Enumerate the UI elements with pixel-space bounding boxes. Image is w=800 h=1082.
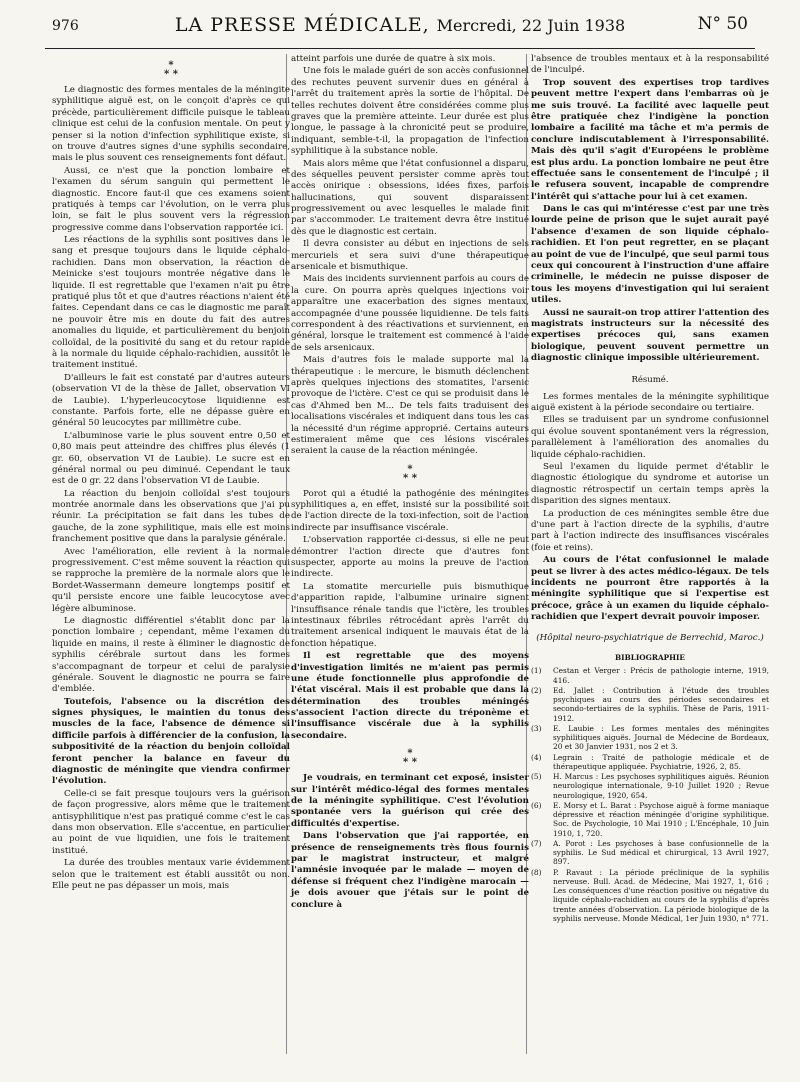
paragraph: Une fois le malade guéri de son accès confusionnel des rechutes peuvent survenir dues en général à l'arrêt du traitement après la sortie de l'hôpital. De telles rechutes doivent être considérées comme plus graves que la première atteinte. Leur durée est plus longue, le passage à la chronicité peut se produire, indiquant, semble-t-il, la propagation de l'infection syphilitique à la substance noble.	[291, 66, 529, 157]
reference-item	[531, 772, 769, 800]
paragraph: Aussi ne saurait-on trop attirer l'attention des magistrats instructeurs sur la nécessité des expertises précoces qui, sans examen biologique, peuvent souvent permettre un diagnostic clinique impossible ultérieurement.	[531, 307, 769, 364]
paragraph: Porot qui a étudié la pathogénie des méningites syphilitiques a, en effet, insisté sur la possibilité soit de l'action directe de la toxi-infection, soit de l'action indirecte par insuffisance viscérale.	[291, 488, 529, 533]
resume-paragraph: Seul l'examen du liquide permet d'établir le diagnostic étiologique du syndrome et autorise un diagnostic rétrospectif un certain temps après la disparition des signes mentaux.	[531, 462, 769, 507]
reference-number: (5)	[531, 772, 542, 782]
reference-text: H. Marcus : Les psychoses syphilitiques aiguës. Réunion neurologique internationale, 9-10 Juillet 1920 ; Revue neurologique, 1920, 654.	[553, 772, 769, 800]
reference-text: Cestan et Verger : Précis de pathologie interne, 1919, 416.	[553, 666, 769, 685]
paragraph: Mais d'autres fois le malade supporte mal la thérapeutique : le mercure, le bismuth déclenchent après quelques injections des stomatites, l'arsenic provoque de l'ictère. C'est ce qui se produisit dans le cas d'Ahmed ben M... De tels faits traduisent des localisations viscérales et indiquent dans tous les cas la nécessité d'un régime approprié. Certains auteurs estimeraient même que ces lésions viscérales seraient la cause de la réaction méningée.	[291, 355, 529, 457]
bibliography	[531, 666, 769, 923]
paragraph: Mais alors même que l'état confusionnel a disparu, des séquelles peuvent persister comme après tout accès onirique : obsessions, idées fixes, parfois hallucinations, qui souvent disparaissent progressivement ou avec lesquelles le malade finit par s'accommoder. Le traitement devra être institué dès que le diagnostic est certain.	[291, 158, 529, 237]
section-separator: * * *	[403, 748, 417, 769]
resume-paragraph: Les formes mentales de la méningite syphilitique aiguë existent à la période secondaire ou tertiaire.	[531, 391, 769, 414]
reference-number: (3)	[531, 723, 542, 733]
paragraph: Celle-ci se fait presque toujours vers la guérison de façon progressive, alors même que le traitement antisyphilitique n'est pas pratiqué comme c'est le cas dans mon observation. Elle s'accentue, en particulier au point de vue liquidien, une fois le traitement institué.	[52, 788, 290, 856]
reference-item	[531, 666, 769, 685]
paragraph: Il devra consister au début en injections de sels mercuriels et sera suivi d'une thérapeutique arsenicale et bismuthique.	[291, 239, 529, 273]
reference-item	[531, 686, 769, 723]
header-rule	[45, 48, 755, 49]
column-1	[52, 54, 290, 893]
reference-item	[531, 839, 769, 867]
page-number: 976	[52, 18, 79, 34]
column-3	[531, 54, 769, 924]
section-heading: Résumé.	[631, 374, 669, 385]
paragraph: D'ailleurs le fait est constaté par d'autres auteurs (observation VI de la thèse de Jallet, observation VI de Laubie). L'hyperleucocytose liquidienne est constante. Parfois forte, elle ne dépasse guère en général 50 leucocytes par millimètre cube.	[52, 372, 290, 429]
paragraph: atteint parfois une durée de quatre à six mois.	[291, 54, 496, 64]
section-separator: * * *	[403, 463, 417, 484]
paragraph: Toutefois, l'absence ou la discrétion des signes physiques, le maintien du tonus des muscles de la face, l'absence de démence si difficile parfois à différencier de la confusion, la subpositivité de la réaction du benjoin colloïdal feront pencher la balance en faveur du diagnostic de méningite que viendra confirmer l'évolution.	[52, 696, 290, 787]
paragraph: Avec l'amélioration, elle revient à la normale progressivement. C'est même souvent la réaction qui se rapproche la première de la normale alors que le Bordet-Wassermann demeure longtemps positif et qu'il persiste encore une faible leucocytose avec légère albuminose.	[52, 546, 290, 614]
paragraph: Dans le cas qui m'intéresse c'est par une très lourde peine de prison que le sujet aurait payé l'absence d'examen de son liquide céphalo-rachidien. Et l'on peut regretter, en se plaçant au point de vue de l'inculpé, que seul parmi tous ceux qui concourent à l'instruction d'une affaire criminelle, le médecin ne puisse disposer de tous les moyens d'investigation qui lui seraient utiles.	[531, 204, 769, 306]
bibliography-heading: BIBLIOGRAPHIE	[615, 652, 685, 662]
reference-text: Ed. Jallet : Contribution à l'étude des troubles psychiques au cours des périodes secondaires et secondo-tertiaires de la syphilis. Thèse de Paris, 1911-1912.	[553, 685, 769, 723]
reference-number: (1)	[531, 666, 542, 676]
issue-number: N° 50	[697, 14, 748, 34]
reference-item	[531, 868, 769, 924]
resume-paragraph: Au cours de l'état confusionnel le malade peut se livrer à des actes médico-légaux. De tels incidents ne pourront être rapportés à la méningite syphilitique que si l'expertise est précoce, grâce à un examen du liquide céphalo-rachidien que l'expert devrait pouvoir imposer.	[531, 555, 769, 623]
paragraph: Je voudrais, en terminant cet exposé, insister sur l'intérêt médico-légal des formes mentales de la méningite syphilitique. C'est l'évolution spontanée vers la guérison qui crée des difficultés d'expertise.	[291, 773, 529, 829]
reference-number: (4)	[531, 752, 542, 762]
page-header	[52, 14, 748, 42]
paragraph: Le diagnostic des formes mentales de la méningite syphilitique aiguë est, on le conçoit d'après ce qui précède, particulièrement difficile puisque le tableau clinique est celui de la confusion mentale. On peut y penser si la notion d'infection syphilitique existe, si on trouve d'autres signes d'une syphilis secondaire, mais le plus souvent ces renseignements font défaut.	[52, 85, 290, 164]
paragraph: L'albuminose varie le plus souvent entre 0,50 et 0,80 mais peut atteindre des chiffres plus élevés (1 gr. 60, observation VI de Laubie). Le sucre est en général normal ou peu diminué. Cependant le taux est de 0 gr. 22 dans l'observation VI de Laubie.	[52, 430, 290, 487]
reference-item	[531, 801, 769, 838]
paragraph: Les réactions de la syphilis sont positives dans le sang et presque toujours dans le liquide céphalo-rachidien. Dans mon observation, la réaction de Meinicke s'est toujours montrée négative dans le liquide. Il est regrettable que l'examen n'ait pu être pratiqué plus tôt et que d'autres réactions n'aient été faites. Cependant dans ce cas le diagnostic me paraît ne pouvoir être mis en doute du fait des autres anomalies du liquide, et particulièrement du benjoin colloïdal, de la positivité du sang et du retour rapide à la normale du liquide céphalo-rachidien, aussitôt le traitement institué.	[52, 235, 290, 371]
affiliation: (Hôpital neuro-psychiatrique de Berrechid, Maroc.)	[536, 633, 764, 644]
reference-text: P. Ravaut : La période préclinique de la syphilis nerveuse. Bull. Acad. de Médecine, Mai 1927, 1, 616 ; Les conséquences d'une réaction positive ou négative du liquide céphalo-rachidien au cours de la syphilis d'après trente années d'observation. La période biologique de la syphilis nerveuse. Monde Médical, 1er Juin 1930, n° 771.	[553, 867, 769, 923]
resume-paragraph: Elles se traduisent par un syndrome confusionnel qui évolue souvent spontanément vers la régression, parallèlement à l'amélioration des anomalies du liquide céphalo-rachidien.	[531, 415, 769, 460]
paragraph: Aussi, ce n'est que la ponction lombaire et l'examen du sérum sanguin qui permettent le diagnostic. Encore faut-il que ces examens soient pratiqués à temps car l'évolution, on le verra plus loin, se fait le plus souvent vers la régression progressive comme dans l'observation rapportée ici.	[52, 165, 290, 233]
paragraph: Dans l'observation que j'ai rapportée, en présence de renseignements très flous fournis par le magistrat instructeur, et malgré l'amnésie invoquée par le malade — moyen de défense si fréquent chez l'indigène marocain — je dois avouer que j'étais sur le point de conclure à	[291, 831, 529, 910]
paragraph: l'absence de troubles mentaux et à la responsabilité de l'inculpé.	[531, 54, 769, 76]
paragraph: La durée des troubles mentaux varie évidemment selon que le traitement est établi aussitôt ou non. Elle peut ne pas dépasser un mois, mais	[52, 858, 290, 891]
journal-title: LA PRESSE MÉDICALE,	[174, 14, 430, 36]
reference-item	[531, 724, 769, 752]
paragraph: La stomatite mercurielle puis bismuthique d'apparition rapide, l'albumine urinaire signent l'insuffisance rénale tandis que l'ictère, les troubles intestinaux fébriles rétrocédant après l'arrêt du traitement arsenical indiquent le mauvais état de la fonction hépatique.	[291, 581, 529, 649]
paragraph: Le diagnostic différentiel s'établit donc par la ponction lombaire ; cependant, même l'examen du liquide en mains, il reste à éliminer le diagnostic de syphilis cérébrale surtout dans les formes s'accompagnant de torpeur et celui de paralysie générale. Souvent le diagnostic ne pourra se faire d'emblée.	[52, 615, 290, 695]
issue-date: Mercredi, 22 Juin 1938	[436, 16, 626, 35]
reference-text: A. Porot : Les psychoses à base confusionnelle de la syphilis. Le Sud médical et chirurgical, 13 Avril 1927, 897.	[553, 838, 769, 867]
paragraph: L'observation rapportée ci-dessus, si elle ne peut démontrer l'action directe que d'autres font suspecter, apporte au moins la preuve de l'action indirecte.	[291, 535, 529, 580]
paragraph: La réaction du benjoin colloïdal s'est toujours montrée anormale dans les observations que j'ai pu réunir. La précipitation se fait dans les tubes de gauche, de la zone syphilitique, mais elle est moins franchement positive que dans la paralysie générale.	[52, 488, 290, 545]
paragraph: Trop souvent des expertises trop tardives peuvent mettre l'expert dans l'embarras où je me suis trouvé. La facilité avec laquelle peut être pratiquée chez l'indigène la ponction lombaire a facilité ma tâche et m'a permis de conclure indiscutablement à l'irresponsabilité. Mais dès qu'il s'agit d'Européens le problème est plus ardu. La ponction lombaire ne peut être effectuée sans le consentement de l'inculpé ; il le refusera souvent, incapable de comprendre l'intérêt qui s'attache pour lui à cet examen.	[531, 77, 769, 202]
section-separator: * * *	[164, 60, 178, 80]
resume-paragraph: La production de ces méningites semble être due d'une part à l'action directe de la syphilis, d'autre part à l'action indirecte des insuffisances viscérales (foie et reins).	[531, 508, 769, 553]
journal-masthead	[52, 14, 748, 36]
reference-text: E. Laubie : Les formes mentales des méningites syphilitiques aiguës. Journal de Médecine de Bordeaux, 20 et 30 Janvier 1931, nos 2 et 3.	[553, 723, 769, 752]
reference-item	[531, 753, 769, 772]
paragraph: Mais des incidents surviennent parfois au cours de la cure. On pourra après quelques injections voir apparaître une exacerbation des signes mentaux, accompagnée d'une poussée liquidienne. De tels faits correspondent à des réactivations et surviennent, en général, lorsque le traitement est commencé à l'aide de sels arsenicaux.	[291, 274, 529, 353]
reference-number: (2)	[531, 685, 542, 695]
paragraph: Il est regrettable que des moyens d'investigation limités ne m'aient pas permis une étude fonctionnelle plus approfondie de l'état viscéral. Mais il est probable que dans la détermination des troubles méningés s'associent l'action directe du tréponème et l'insuffisance viscérale due à la syphilis secondaire.	[291, 651, 529, 741]
reference-text: Legrain : Traité de pathologie médicale et de thérapeutique appliquée. Psychiatrie, 1926, 2, 85.	[553, 752, 769, 771]
reference-number: (7)	[531, 838, 542, 848]
reference-number: (6)	[531, 800, 542, 810]
reference-text: E. Morsy et L. Barat : Psychose aiguë à forme maniaque dépressive et réaction méningée d'origine syphilitique. Soc. de Psychologie, 10 Mai 1910 ; L'Encéphale, 10 Juin 1910, 1, 720.	[553, 800, 769, 838]
column-2	[291, 54, 529, 912]
reference-number: (8)	[531, 867, 542, 877]
